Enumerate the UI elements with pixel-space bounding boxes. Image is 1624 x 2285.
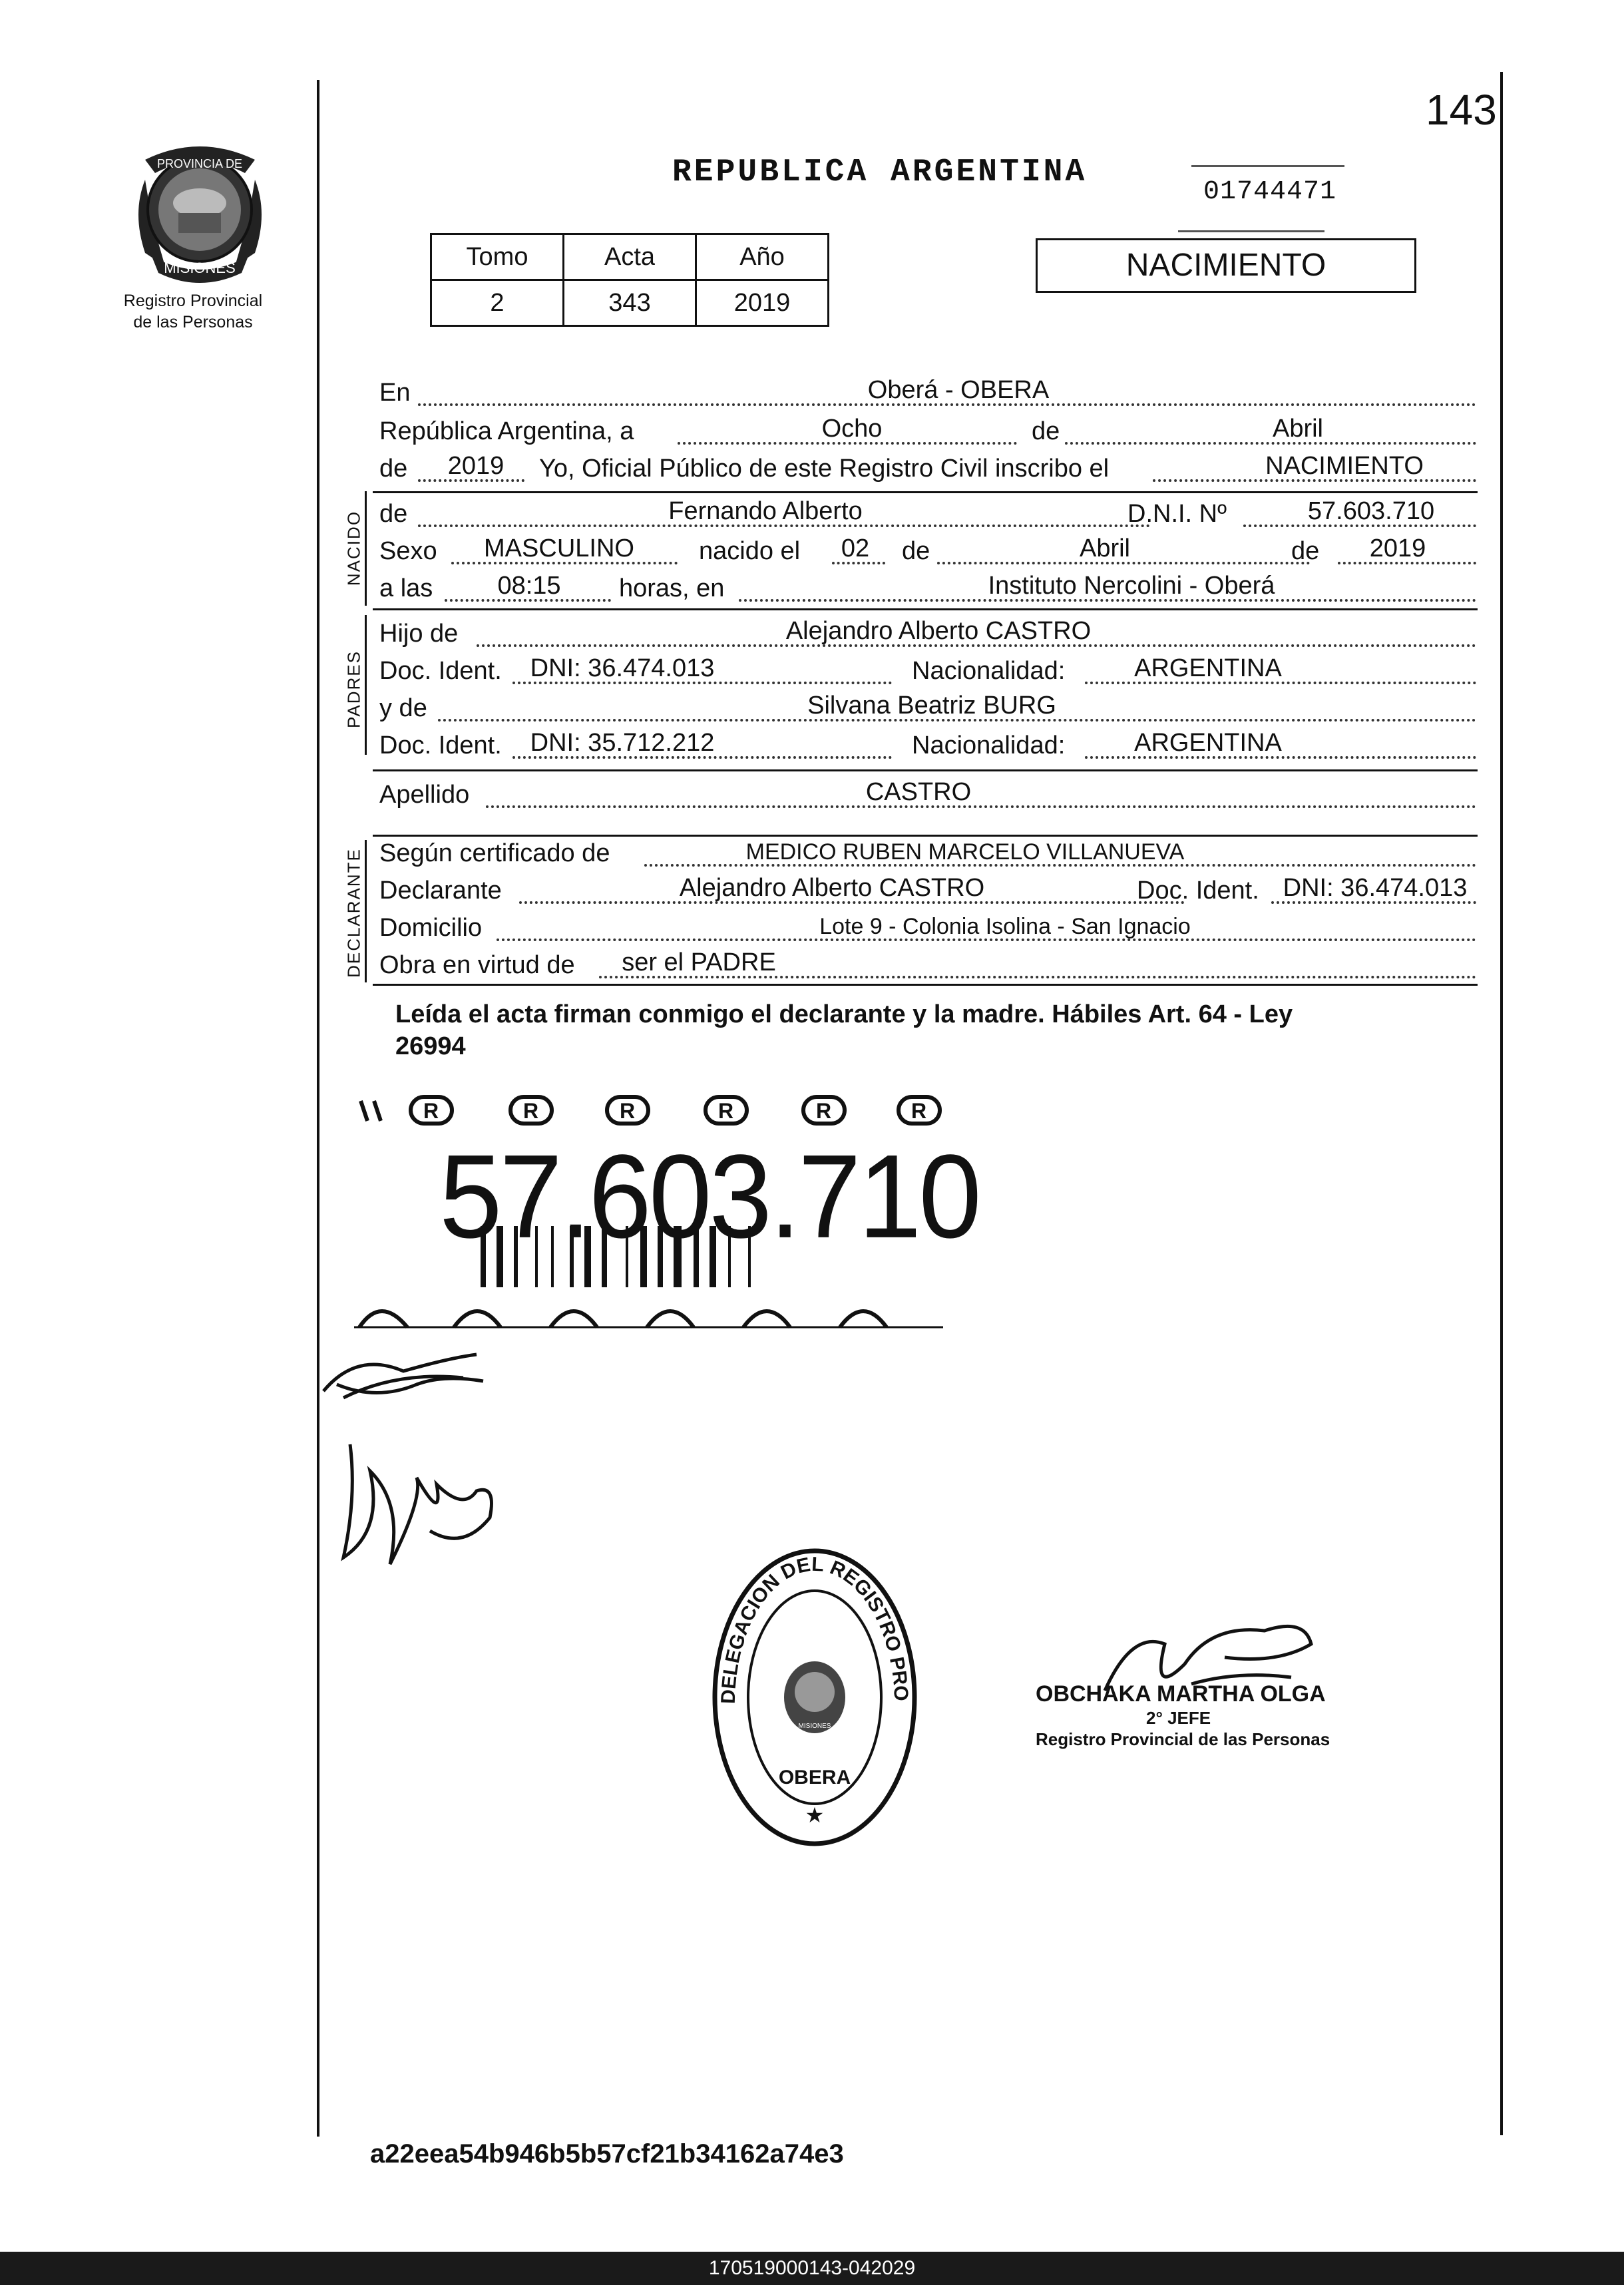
value-domicilio: Lote 9 - Colonia Isolina - San Ignacio <box>819 914 1191 939</box>
official-role: 2° JEFE <box>1146 1708 1211 1728</box>
svg-text:R: R <box>423 1099 439 1123</box>
label-de-year: de <box>379 455 408 483</box>
divider-apellido-top <box>373 769 1478 771</box>
official-office: Registro Provincial de las Personas <box>1036 1729 1330 1749</box>
value-name: Fernando Alberto <box>668 497 863 525</box>
serial-bottom-line <box>1178 230 1324 232</box>
row-domicilio <box>379 912 1476 946</box>
svg-text:R: R <box>620 1099 636 1123</box>
side-label-nacido: NACIDO <box>343 510 364 586</box>
label-declarante: Declarante <box>379 877 502 905</box>
value-sexo: MASCULINO <box>484 534 634 562</box>
declarante-side-line <box>365 840 367 982</box>
serial-number: 01744471 <box>1203 177 1337 207</box>
value-declarante: Alejandro Alberto CASTRO <box>679 874 985 902</box>
padres-side-line <box>365 615 367 755</box>
label-apellido: Apellido <box>379 781 470 809</box>
label-sexo: Sexo <box>379 537 437 565</box>
label-y-de: y de <box>379 694 427 722</box>
label-doc-ident: Doc. Ident. <box>379 657 502 685</box>
row-mother-doc <box>379 729 1476 764</box>
svg-text:MISIONES: MISIONES <box>164 260 236 276</box>
value-day: Ocho <box>821 415 883 443</box>
row-father-doc <box>379 655 1476 690</box>
value-month: Abril <box>1272 415 1324 443</box>
official-text: Yo, Oficial Público de este Registro Civil inscribo el <box>539 455 1110 483</box>
value-birth-place: Instituto Nercolini - Oberá <box>988 572 1275 600</box>
table-header-ano: Año <box>696 234 829 280</box>
seal-inner-text: OBERA <box>778 1766 851 1788</box>
value-mother-doc: DNI: 35.712.212 <box>530 729 715 757</box>
seal-emblem-text: MISIONES <box>798 1723 831 1730</box>
label-nacionalidad-2: Nacionalidad: <box>912 731 1066 759</box>
label-domicilio: Domicilio <box>379 914 483 942</box>
row-en <box>379 377 1476 411</box>
row-republica <box>379 415 1476 450</box>
svg-text:R: R <box>816 1099 832 1123</box>
value-birth-year: 2019 <box>1369 534 1426 562</box>
sticker-number: 57.603.710 <box>439 1130 979 1263</box>
label-certificado: Según certificado de <box>379 839 610 867</box>
label-horas-en: horas, en <box>619 574 725 602</box>
right-margin-line <box>1500 72 1503 2135</box>
emblem-caption: Registro Provincial de las Personas <box>123 292 263 331</box>
value-act-kind: NACIMIENTO <box>1265 452 1424 480</box>
delegation-seal <box>708 1544 921 1850</box>
value-dni: 57.603.710 <box>1307 497 1435 525</box>
row-y-de <box>379 692 1476 727</box>
value-certificado: MEDICO RUBEN MARCELO VILLANUEVA <box>745 839 1185 865</box>
page-number: 143 <box>1426 86 1497 134</box>
row-nacido-name <box>379 498 1476 532</box>
seal-outer-text: DELEGACION DEL REGISTRO PRO <box>717 1553 913 1705</box>
svg-text:R: R <box>523 1099 539 1123</box>
signature-mother <box>330 1431 516 1584</box>
table-value-tomo: 2 <box>431 280 564 326</box>
country-title: REPUBLICA ARGENTINA <box>672 154 1088 190</box>
signature-declarante <box>317 1345 490 1411</box>
row-obra <box>379 949 1476 984</box>
row-year <box>379 453 1476 487</box>
side-label-padres: PADRES <box>343 650 364 728</box>
row-declarante <box>379 875 1476 909</box>
left-margin-line <box>317 80 319 2137</box>
value-mother-nationality: ARGENTINA <box>1134 729 1282 757</box>
divider-padres-top <box>373 608 1478 610</box>
svg-text:★: ★ <box>805 1802 825 1828</box>
record-table <box>430 233 829 327</box>
label-en: En <box>379 379 411 407</box>
closing-text <box>395 998 1487 1062</box>
label-hijo-de: Hijo de <box>379 620 459 648</box>
value-declarante-doc: DNI: 36.474.013 <box>1283 874 1468 902</box>
label-declarante-doc: Doc. Ident. <box>1137 877 1259 905</box>
value-mother-name: Silvana Beatriz BURG <box>807 692 1056 720</box>
record-type-box: NACIMIENTO <box>1036 238 1416 293</box>
footer-bar <box>0 2252 1624 2285</box>
table-header-acta: Acta <box>564 234 696 280</box>
value-birth-time: 08:15 <box>497 572 561 600</box>
value-place: Oberá - OBERA <box>867 376 1050 404</box>
svg-text:R: R <box>718 1099 734 1123</box>
label-de-month: de <box>902 537 930 565</box>
value-birth-month: Abril <box>1079 534 1131 562</box>
label-doc-ident-2: Doc. Ident. <box>379 731 502 759</box>
label-de: de <box>1032 417 1060 445</box>
divider-declarante-top <box>373 835 1478 837</box>
footer-code: 170519000143-042029 <box>708 2257 916 2279</box>
row-hijo-de <box>379 618 1476 652</box>
side-label-declarante: DECLARANTE <box>343 848 364 978</box>
value-apellido: CASTRO <box>865 778 972 806</box>
label-obra: Obra en virtud de <box>379 951 575 979</box>
serial-top-line <box>1191 165 1344 167</box>
value-birth-day: 02 <box>841 534 870 562</box>
label-republica: República Argentina, a <box>379 417 634 445</box>
nacido-side-line <box>365 491 367 606</box>
row-certificado <box>379 837 1476 872</box>
row-sexo <box>379 535 1476 570</box>
label-dni: D.N.I. Nº <box>1127 500 1227 528</box>
label-de-year2: de <box>1291 537 1320 565</box>
value-father-doc: DNI: 36.474.013 <box>530 654 715 682</box>
label-a-las: a las <box>379 574 433 602</box>
label-de-name: de <box>379 500 408 528</box>
table-value-ano: 2019 <box>696 280 829 326</box>
table-value-acta: 343 <box>564 280 696 326</box>
closing-line-2: 26994 <box>395 1032 466 1060</box>
svg-text:R: R <box>911 1099 927 1123</box>
closing-line-1: Leída el acta firman conmigo el declarante y la madre. Hábiles Art. 64 - Ley <box>395 1000 1293 1028</box>
official-name: OBCHAKA MARTHA OLGA <box>1036 1681 1326 1707</box>
value-year: 2019 <box>447 452 505 480</box>
value-obra: ser el PADRE <box>622 948 776 976</box>
divider-nacido-top <box>373 491 1478 493</box>
value-father-name: Alejandro Alberto CASTRO <box>785 617 1092 645</box>
table-header-tomo: Tomo <box>431 234 564 280</box>
svg-text:PROVINCIA DE: PROVINCIA DE <box>156 157 243 170</box>
row-apellido <box>379 779 1476 813</box>
province-emblem <box>125 140 275 286</box>
divider-closing-top <box>373 984 1478 986</box>
label-nacionalidad: Nacionalidad: <box>912 657 1066 685</box>
value-father-nationality: ARGENTINA <box>1134 654 1282 682</box>
document-hash: a22eea54b946b5b57cf21b34162a74e3 <box>370 2139 844 2169</box>
label-nacido-el: nacido el <box>699 537 801 565</box>
row-hora <box>379 572 1476 607</box>
